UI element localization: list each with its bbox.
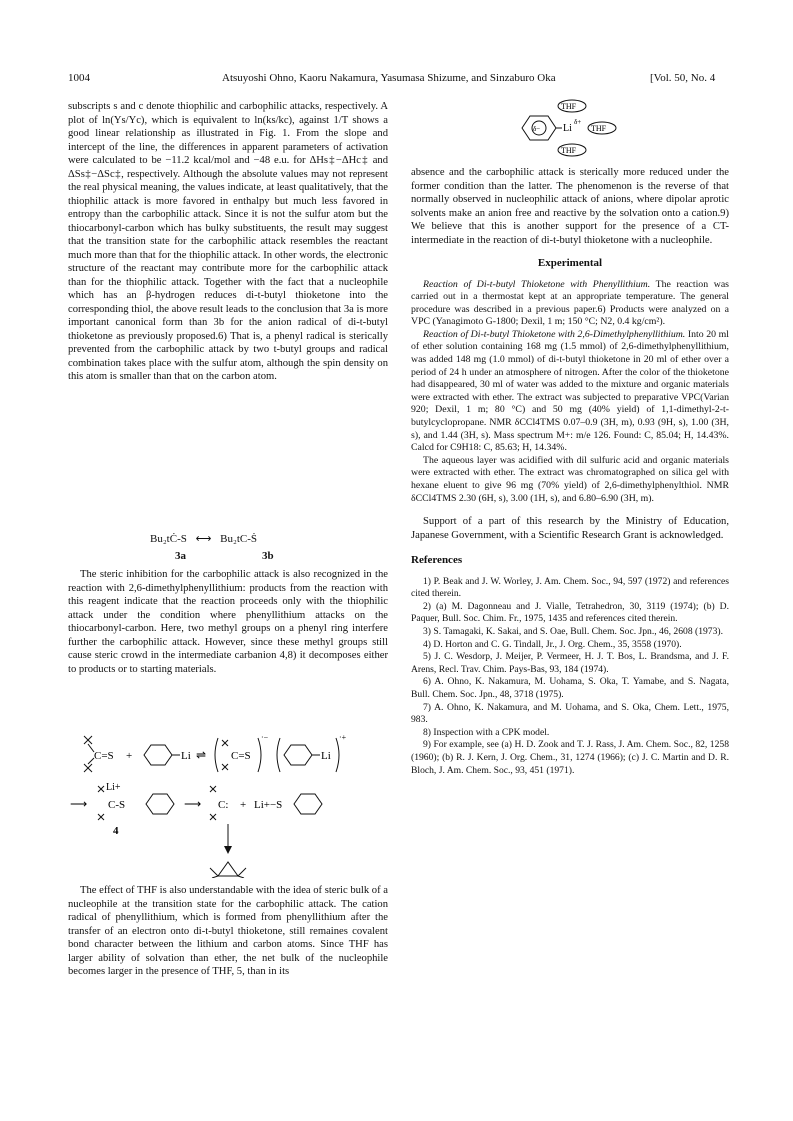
experiment-title: Reaction of Di-t-butyl Thioketone with Phenyllithium. [423, 278, 651, 290]
ring-charge: δ− [533, 125, 541, 133]
lithium-thiolate: Li+−S [254, 799, 283, 811]
section-heading-references: References [411, 554, 463, 567]
thf-right: THF [591, 124, 607, 133]
li-delta-charge: δ+ [574, 118, 582, 126]
radical-anion-structure [222, 740, 228, 770]
experiment-body: Into 20 ml of ether solution containing 168 mg (1.5 mmol) of 2,6-dimethylphenyllithium, was added 148 mg (1.0 mmol) of di-t-butyl thioketone in 20 ml of ether over a period of 24 h under an atmosphere of nitrogen. After the color of the thioketone had disappeared, 30 ml of water was added to the mixture and organic materials were extracted with ether. The extract was subjected to preparative VPC(Varian 920; Dexil, 1 m; 80 °C) and 50 mg (40% yield) of 1,1-dimethyl-2-t-butylcyclopropane. NMR δCCl4TMS 0.07–0.9 (3H, m), 0.93 (9H, s), 1.00 (3H, s), and 1.44 (3H, s). Mass spectrum M+: m/e 126. Found: C, 85.04; H, 14.43%. Calcd for C9H18: C, 85.63; H, 14.34%. [411, 328, 729, 454]
reference-item: 1) P. Beak and J. W. Worley, J. Am. Chem. Soc., 94, 597 (1972) and references cited therein. [411, 575, 729, 600]
reference-item: 9) For example, see (a) H. D. Zook and T. J. Rass, J. Am. Chem. Soc., 82, 1258 (1960); (b) R. J. Kern, J. Org. Chem., 31, 1274 (1966); (c) J. C. Martin and D. R. Bloch, J. Am. Chem. Soc., 93, 451 (1971). [411, 739, 729, 776]
thf-top: THF [561, 102, 577, 111]
compound-label-3b: 3b [262, 550, 274, 562]
plus-sign-2: + [240, 799, 247, 811]
left-column-middle [68, 568, 388, 676]
phenyl-ring [144, 745, 180, 765]
thioketone-structure [84, 736, 94, 772]
carbanion-cs: C-S [108, 799, 126, 811]
cyclopropane-product [210, 862, 246, 878]
carbene-structure [210, 786, 216, 820]
page-number: 1004 [68, 72, 90, 84]
reference-item: 8) Inspection with a CPK model. [423, 726, 550, 738]
resonance-3a: Bu₂tĊ-S [150, 533, 187, 545]
thioketone-cs: C=S [94, 750, 114, 762]
experiment-title: Reaction of Di-t-butyl Thioketone with 2,6-Dimethylphenyllithium. [423, 328, 686, 340]
paragraph: The effect of THF is also understandable with the idea of steric bulk of a nucleophile at the transition state for the carbophilic attack. The cation radical of phenyllithium, which is formed from phenyllithium after the transfer of an electron onto di-t-butyl thioketone, still remaines covalent bond character between the lithium and carbon atoms. Since THF has larger ability of solvation than ether, the net bulk of the nucleophile becomes larger in the presence of THF, 5, than in its [68, 885, 388, 977]
paragraph: The steric inhibition for the carbophilic attack is also recognized in the reaction with 2,6-dimethylphenyllithium: products from the reaction with this reagent indicate that the reaction proceeds only with the thiophilic attack under the condition where phenyllithium attacks on the thiocarbonyl-carbon. Here, two methyl groups on a phenyl ring interfere further the carbophilic attack. However, since these methyl groups still cause steric crowd in the intermediate carbanion 4,8) it decomposes either to products or to starting materials. [68, 569, 388, 675]
left-column-top [68, 100, 388, 384]
reaction-scheme [68, 728, 388, 878]
reaction-arrow: ⟶ [70, 797, 88, 811]
reference-item: 4) D. Horton and C. G. Tindall, Jr., J. Org. Chem., 35, 3558 (1970). [423, 638, 682, 650]
thf-bottom: THF [561, 146, 577, 155]
right-column [411, 166, 729, 777]
running-head-authors: Atsuyoshi Ohno, Kaoru Nakamura, Yasumasa Shizume, and Sinzaburo Oka [222, 72, 556, 84]
resonance-arrow: ⟷ [195, 533, 212, 545]
experiment-body: The reaction was carried out in a thermostat kept at an appropriate temperature. The general procedure was described in a previous paper.6) Products were analyzed on a VPC (Yanagimoto G-1800; Dexil, 1 m; 150 °C; N2, 0.4 kg/cm²). [411, 278, 729, 328]
compound-label-4: 4 [113, 825, 119, 837]
radical-anion-charge: ·− [261, 733, 269, 742]
phenyl-ring-cation [284, 745, 320, 765]
thf-solvated-phenyllithium [508, 98, 618, 158]
li-delta-label: Li [563, 123, 572, 134]
reference-item: 3) S. Tamagaki, K. Sakai, and S. Oae, Bull. Chem. Soc. Jpn., 46, 2608 (1973). [423, 626, 723, 638]
references-list [411, 576, 729, 778]
radical-cation-charge: ·+ [339, 733, 347, 742]
paragraph: subscripts s and c denote thiophilic and carbophilic attacks, respectively. A plot of ln(Ys/Yc), which is equivalent to ln(ks/kc), against 1/T shows a good linear relationship as illustrated in Fig. 1. From the slope and intercept of the line, the differences in apparent parameters of activation were calculated to be −11.2 kcal/mol and −48 e.u. for ΔHs‡−ΔHc‡ and ΔSs‡−ΔSc‡, respectively. Although the absolute values may not represent the real physical meaning, the values indicate, at least qualitatively, that the thiophilic attack is more favored in enthalpy but much less favored in entropy than the carbophilic attack. Since it is not the sulfur atom but the thiocarbonyl-carbon which has bulky substituents, the result may suggest that the transition state for the carbophilic attack resembles the reactant much more than that for the thiophilic attack. In other words, the electronic structure of the reactant may contribute more for the carbophilic attack than for the thiophilic attack. Together with the fact that a nucleophile which has an β-hydrogen reduces di-t-butyl thioketone into the corresponding thiol, the above result leads to the conclusion that 3a is more important canonical form than 3b for the anion radical of di-t-butyl thioketone as previously proposed.6) That is, a phenyl radical is sterically prevented from the carbophilic attack by two t-butyl groups and radical combination takes place with the sulfur atom, although the spin density on this atom is smaller than that on the carbon atom. [68, 101, 388, 382]
thiolate-ring [294, 794, 322, 814]
li-label-cation: Li [321, 750, 331, 762]
acknowledgement: Support of a part of this research by the Ministry of Education, Japanese Government, with a Scientific Research Grant is acknowledged. [411, 516, 729, 541]
resonance-structures [150, 532, 320, 545]
paragraph: absence and the carbophilic attack is sterically more reduced under the former condition than the latter. The phenomenon is the reverse of that normally observed in nucleophilic attack of anions, where dipolar aprotic solvents make an anion free and reactive by the solvation onto a cation.9) We believe that this is another support for the presence of a CT-intermediate in the reaction of di-t-butyl thioketone with a nucleophile. [411, 167, 729, 246]
reference-item: 5) J. C. Wesdorp, J. Meijer, P. Vermeer, H. J. T. Bos, L. Brandsma, and J. F. Arens, Recl. Trav. Chim. Pays-Bas, 93, 184 (1974). [411, 651, 729, 675]
section-heading-experimental: Experimental [537, 257, 603, 269]
experiment-paragraph: The aqueous layer was acidified with dil sulfuric acid and organic materials were extracted with ether. The extract was chromatographed on silica gel with hexane eluent to give 96 mg (70% yield) of 2,6-dimethylphenylthiol. NMR δCCl4TMS 2.30 (6H, s), 3.00 (1H, s), and 6.80–6.90 (3H, m). [411, 454, 729, 504]
li-cation: Li+ [106, 782, 121, 793]
resonance-3b: Bu₂tC-Ṡ [220, 533, 257, 545]
compound-label-3a: 3a [175, 550, 186, 562]
plus-sign: + [126, 750, 133, 762]
equilibrium-arrow: ⇌ [196, 748, 207, 762]
carbene-label: C: [218, 799, 229, 811]
running-head-volume: [Vol. 50, No. 4 [650, 72, 716, 84]
reference-item: 7) A. Ohno, K. Nakamura, and M. Uohama, and S. Oka, Chem. Lett., 1975, 983. [411, 701, 729, 726]
down-arrow-head [224, 846, 232, 854]
li-label: Li [181, 750, 191, 762]
reaction-arrow-2: ⟶ [184, 797, 202, 811]
reference-item: 2) (a) M. Dagonneau and J. Vialle, Tetrahedron, 30, 3119 (1974); (b) D. Paquer, Bull. Soc. Chim. Fr., 1975, 1435 and references cited therein. [411, 600, 729, 625]
reference-item: 6) A. Ohno, K. Nakamura, M. Uohama, S. Oka, T. Yamabe, and S. Nagata, Bull. Chem. Soc. Jpn., 48, 3718 (1975). [411, 676, 729, 701]
radical-anion-cs: C=S [231, 750, 251, 762]
left-column-bottom [68, 884, 388, 979]
